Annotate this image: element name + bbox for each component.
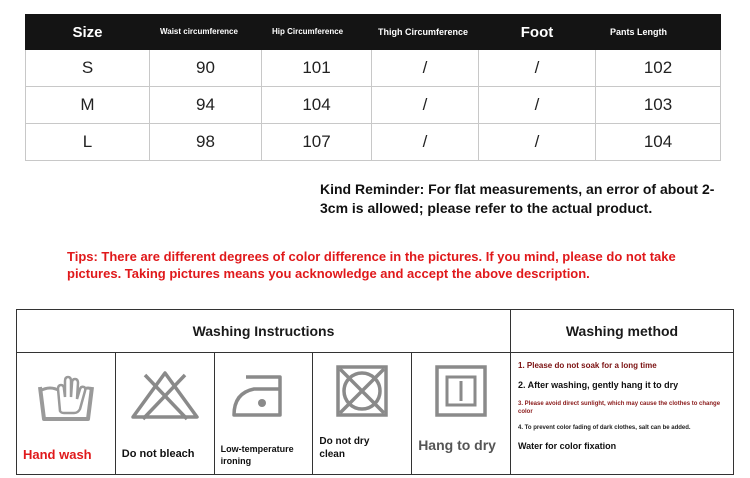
cell-thigh: / [372,50,479,87]
table-row [26,50,721,87]
size-chart-table [25,14,721,161]
care-symbol-no-dry-clean [313,353,412,474]
cell-hip: 101 [262,50,372,87]
method-item: Water for color fixation [518,441,617,451]
cell-length: 102 [596,50,721,87]
header-thigh: Thigh Circumference [372,15,479,50]
cell-hip: 104 [262,87,372,124]
table-row [26,124,721,161]
kind-reminder-text: Kind Reminder: For flat measurements, an error of about 2-3cm is allowed; please refer to the actual product. [320,181,715,216]
care-symbols-row [17,353,511,474]
cell-waist: 94 [150,87,262,124]
care-label-no-dry-clean: Do not dry clean [319,436,370,460]
cell-waist: 98 [150,124,262,161]
cell-size: M [26,87,150,124]
method-item: 2. After washing, gently hang it to dry [518,380,679,390]
header-size: Size [26,15,150,50]
cell-size: L [26,124,150,161]
header-pants-length: Pants Length [596,15,721,50]
cell-size: S [26,50,150,87]
care-symbol-no-bleach [116,353,215,474]
care-label-low-temp-iron: Low-temperature ironing [220,444,294,466]
cell-hip: 107 [262,124,372,161]
cell-thigh: / [372,87,479,124]
care-label-hang-dry: Hang to dry [418,437,496,453]
no-bleach-icon [127,367,203,423]
cell-thigh: / [372,124,479,161]
header-hip: Hip Circumference [262,15,372,50]
cell-foot: / [479,124,596,161]
care-symbol-low-temp-iron [215,353,314,474]
hang-dry-icon [433,363,489,419]
care-label-hand-wash: Hand wash [23,447,92,462]
hand-wash-icon [34,367,98,427]
washing-method-title: Washing method [511,310,733,353]
cell-length: 103 [596,87,721,124]
cell-foot: / [479,50,596,87]
method-item: 1. Please do not soak for a long time [518,361,657,370]
cell-foot: / [479,87,596,124]
cell-length: 104 [596,124,721,161]
color-tips-text: Tips: There are different degrees of color difference in the pictures. If you mind, please do not take pictures. Taking pictures means you acknowledge and accept the above description. [67,249,676,281]
method-item: 3. Please avoid direct sunlight, which may cause the clothes to change color [518,401,721,415]
low-temp-iron-icon [228,367,298,423]
cell-waist: 90 [150,50,262,87]
table-header-row [26,15,721,50]
washing-panel [16,309,734,475]
method-item: 4. To prevent color fading of dark clothes, salt can be added. [518,425,691,431]
care-symbol-hang-dry [412,353,510,474]
header-waist: Waist circumference [150,15,262,50]
no-dry-clean-icon [334,363,390,419]
washing-method-list [511,353,733,474]
washing-instructions-title: Washing Instructions [17,310,511,353]
table-row [26,87,721,124]
header-foot: Foot [479,15,596,50]
care-label-no-bleach: Do not bleach [121,448,195,460]
care-symbol-hand-wash [17,353,116,474]
